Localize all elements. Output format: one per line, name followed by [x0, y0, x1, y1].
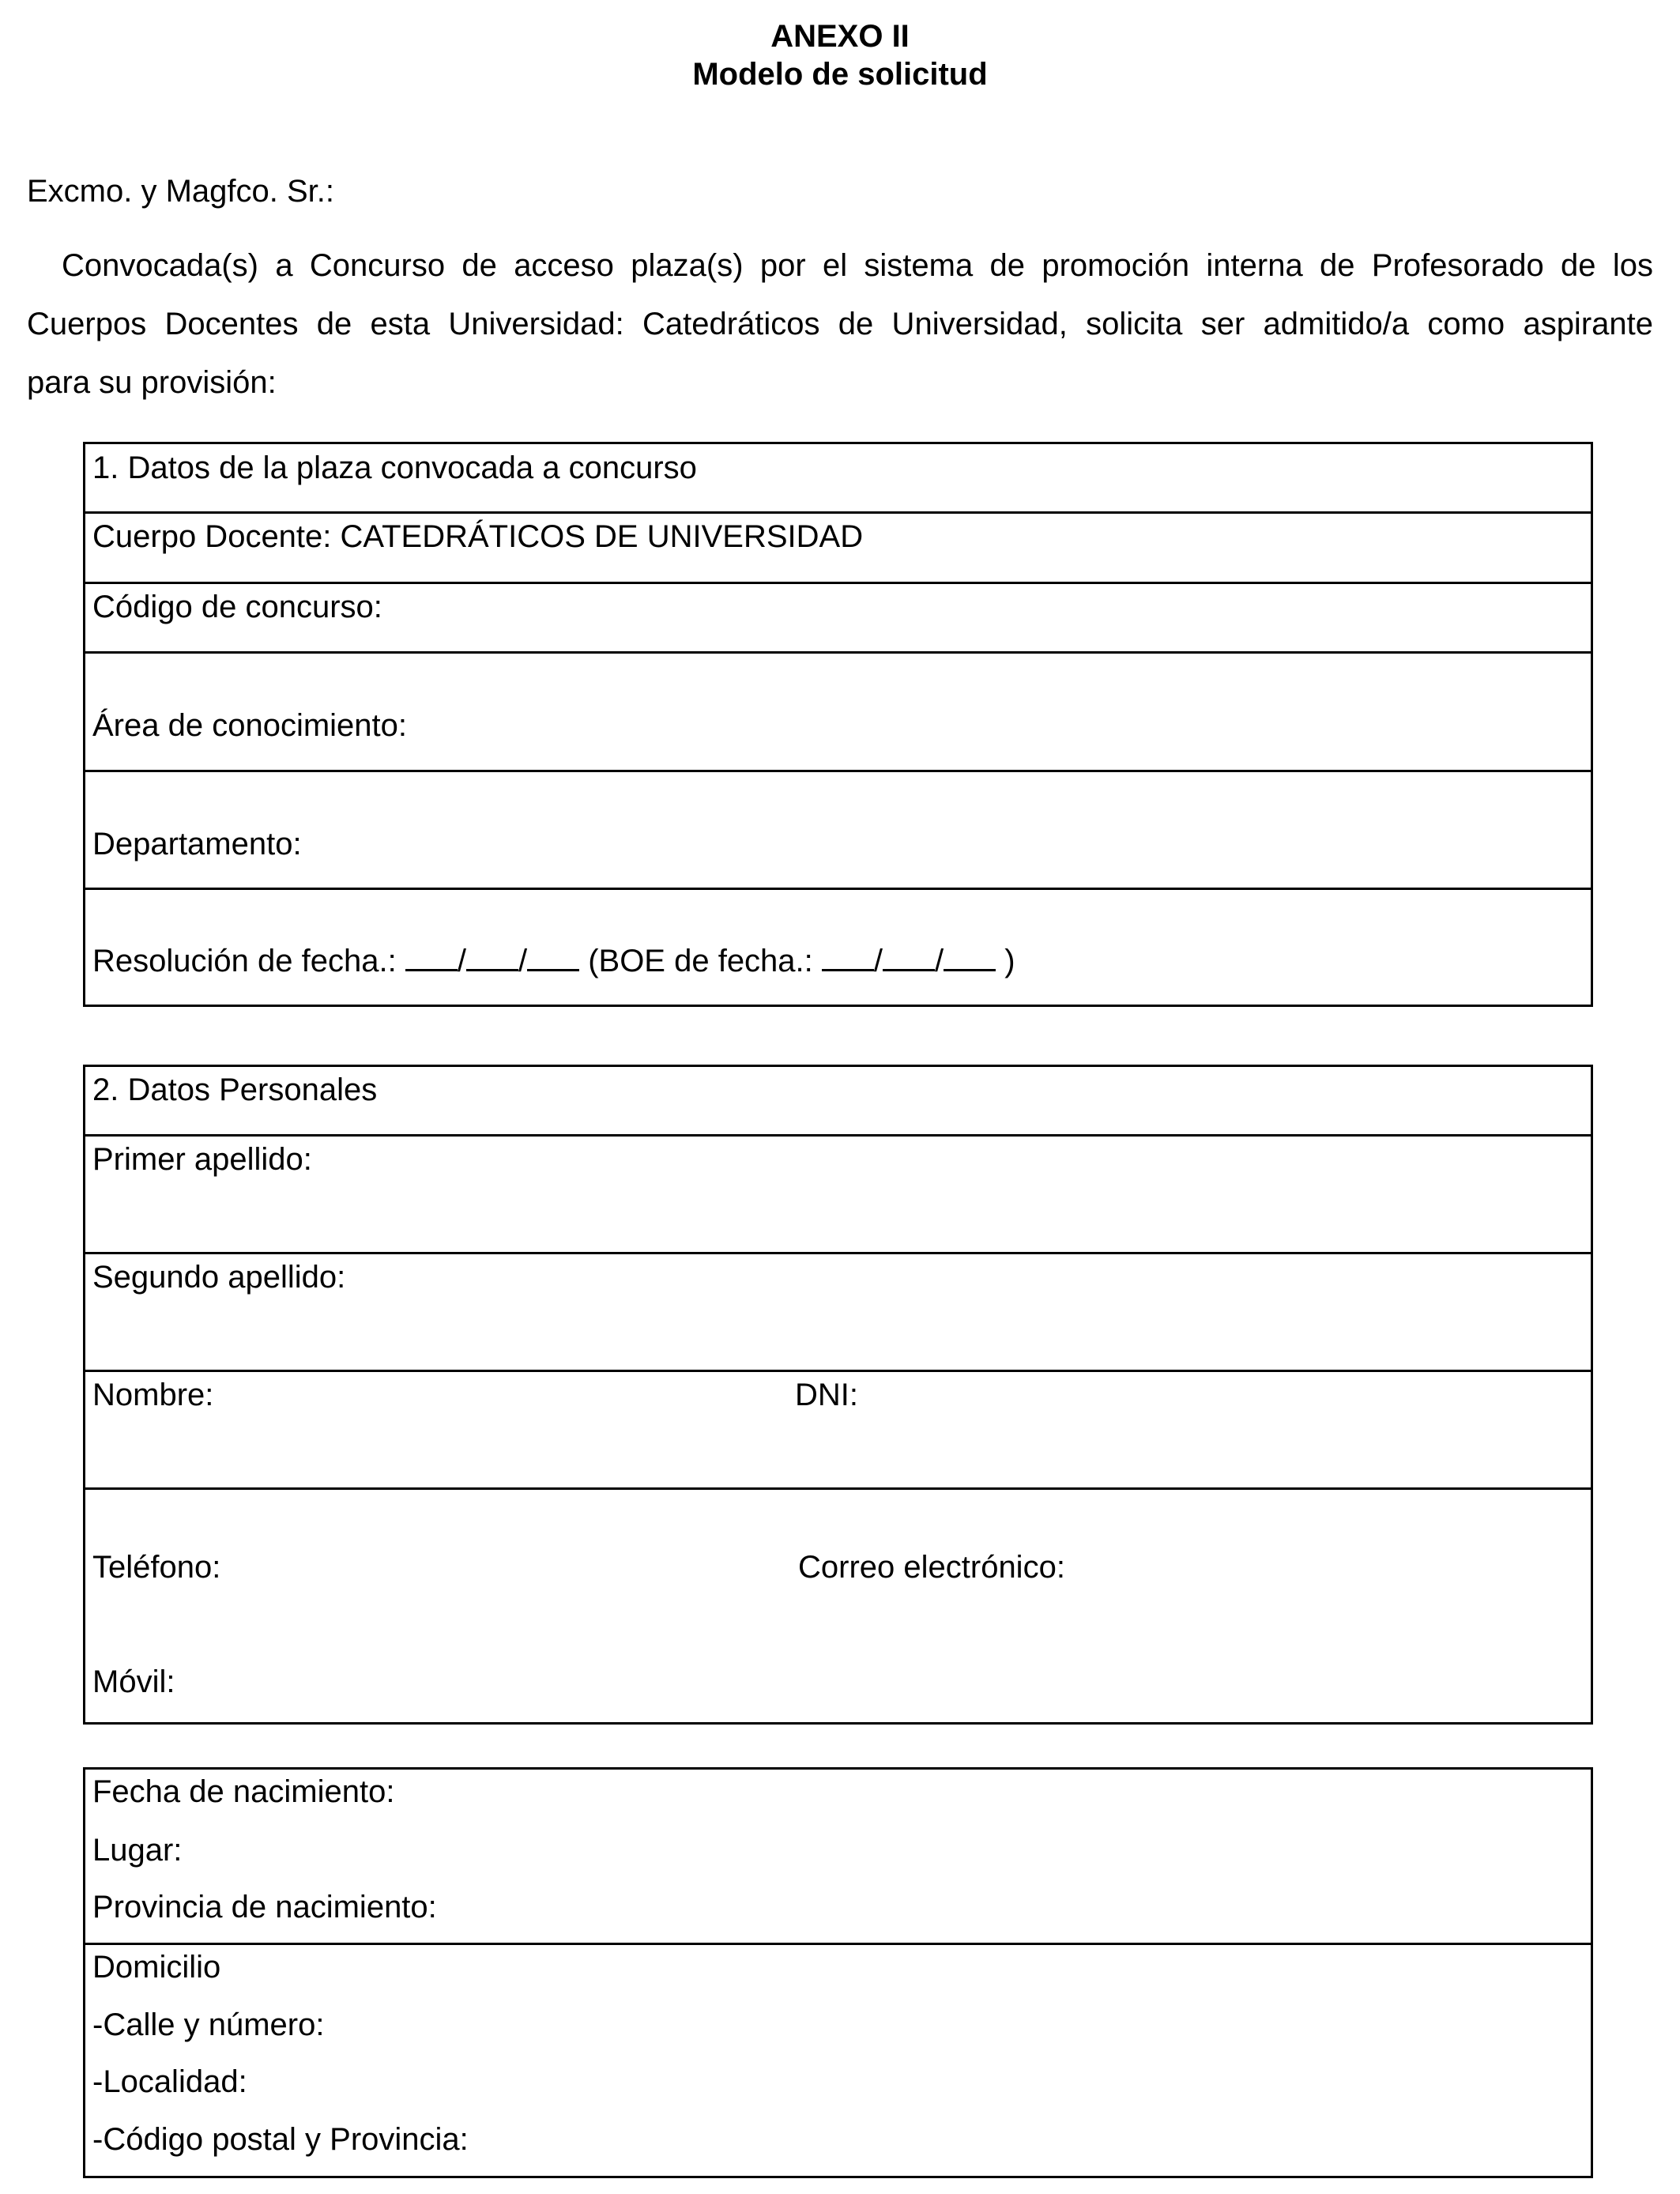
section-personal-heading-row — [85, 1067, 1591, 1137]
section-plaza-box — [83, 442, 1593, 1007]
resolucion-day-blank[interactable] — [405, 942, 458, 971]
date-separator: / — [518, 944, 528, 978]
resolucion-row[interactable] — [85, 890, 1591, 1005]
intro-line-3: para su provisión: — [27, 365, 277, 400]
area-conocimiento-label: Área de conocimiento: — [92, 708, 408, 743]
resolucion-fecha-group — [92, 942, 1015, 980]
departamento-row[interactable] — [85, 772, 1591, 890]
intro-line-1: Convocada(s) a Concurso de acceso plaza(s) por el sistema de promoción interna de Profesorado de los — [62, 248, 1653, 283]
dni-label: DNI: — [795, 1378, 858, 1412]
lugar-label: Lugar: — [92, 1833, 183, 1868]
annex-title: ANEXO II — [770, 19, 910, 54]
codigo-concurso-row[interactable] — [85, 584, 1591, 654]
section-plaza-heading-row — [85, 444, 1591, 514]
date-separator: / — [935, 944, 944, 978]
resolucion-year-blank[interactable] — [527, 942, 579, 971]
segundo-apellido-row[interactable] — [85, 1254, 1591, 1372]
resolucion-label: Resolución de fecha.: — [92, 944, 397, 978]
calle-numero-label: -Calle y número: — [92, 2007, 325, 2042]
resolucion-month-blank[interactable] — [466, 942, 518, 971]
fecha-nacimiento-label: Fecha de nacimiento: — [92, 1774, 395, 1809]
nacimiento-row[interactable] — [85, 1770, 1591, 1945]
cuerpo-docente-label: Cuerpo Docente: CATEDRÁTICOS DE UNIVERSIDAD — [92, 519, 864, 554]
primer-apellido-row[interactable] — [85, 1137, 1591, 1254]
boe-year-blank[interactable] — [944, 942, 996, 971]
boe-day-blank[interactable] — [822, 942, 874, 971]
section-plaza-heading: 1. Datos de la plaza convocada a concurso — [92, 450, 697, 485]
correo-electronico-label: Correo electrónico: — [798, 1550, 1065, 1585]
section-personal-box — [83, 1065, 1593, 1725]
localidad-label: -Localidad: — [92, 2064, 247, 2099]
salutation: Excmo. y Magfco. Sr.: — [27, 174, 335, 209]
codigo-concurso-label: Código de concurso: — [92, 590, 382, 624]
boe-month-blank[interactable] — [883, 942, 935, 971]
section-nacimiento-domicilio-box — [83, 1767, 1593, 2178]
nombre-label: Nombre: — [92, 1378, 214, 1412]
area-conocimiento-row[interactable] — [85, 654, 1591, 772]
primer-apellido-label: Primer apellido: — [92, 1142, 312, 1177]
date-separator: / — [457, 944, 466, 978]
segundo-apellido-label: Segundo apellido: — [92, 1260, 346, 1295]
movil-label: Móvil: — [92, 1664, 175, 1699]
domicilio-label: Domicilio — [92, 1950, 221, 1985]
section-personal-heading: 2. Datos Personales — [92, 1072, 378, 1107]
date-separator: / — [873, 944, 883, 978]
provincia-nacimiento-label: Provincia de nacimiento: — [92, 1890, 437, 1924]
codigo-postal-provincia-label: -Código postal y Provincia: — [92, 2122, 469, 2157]
telefono-label: Teléfono: — [92, 1550, 221, 1585]
form-subtitle: Modelo de solicitud — [692, 57, 988, 92]
contacto-row[interactable] — [85, 1490, 1591, 1722]
departamento-label: Departamento: — [92, 827, 302, 861]
domicilio-row[interactable] — [85, 1945, 1591, 2176]
boe-label: (BOE de fecha.: — [588, 944, 813, 978]
cuerpo-docente-row — [85, 514, 1591, 584]
nombre-dni-row[interactable] — [85, 1372, 1591, 1490]
boe-close-paren: ) — [1004, 944, 1015, 978]
intro-line-2: Cuerpos Docentes de esta Universidad: Catedráticos de Universidad, solicita ser admitido/a como aspirante — [27, 307, 1653, 341]
